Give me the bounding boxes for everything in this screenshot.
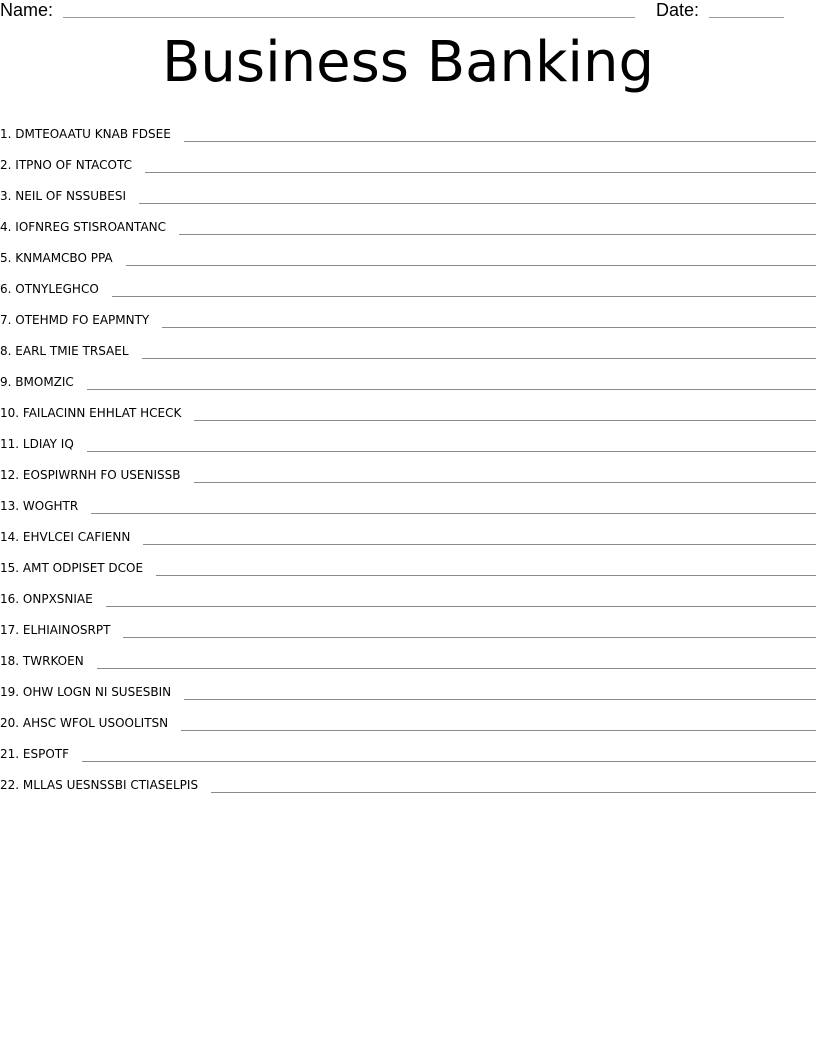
scrambled-word: MLLAS UESNSSBI CTIASELPIS [22,778,199,792]
puzzle-row [0,421,816,452]
scrambled-word: ELHIAINOSRPT [22,623,111,637]
answer-blank[interactable] [179,234,816,235]
answer-blank[interactable] [126,265,816,266]
scrambled-word: IOFNREG STISROANTANC [15,220,167,234]
row-number: 8. [0,344,12,358]
puzzle-row [0,142,816,173]
row-number: 7. [0,313,12,327]
row-number: 12. [0,468,20,482]
answer-blank[interactable] [162,327,816,328]
worksheet-header [0,0,816,24]
puzzle-row [0,669,816,700]
puzzle-row [0,452,816,483]
puzzle-row [0,700,816,731]
answer-blank[interactable] [142,358,816,359]
row-number: 9. [0,375,12,389]
answer-blank[interactable] [143,544,816,545]
scrambled-word: OTEHMD FO EAPMNTY [15,313,150,327]
scrambled-word: WOGHTR [22,499,79,513]
puzzle-row [0,173,816,204]
puzzle-row [0,266,816,297]
answer-blank[interactable] [211,792,816,793]
puzzle-row [0,607,816,638]
answer-blank[interactable] [97,668,816,669]
scrambled-word: EARL TMIE TRSAEL [15,344,129,358]
answer-blank[interactable] [181,730,816,731]
scrambled-word: KNMAMCBO PPA [15,251,113,265]
date-field[interactable] [709,17,784,18]
puzzle-row [0,359,816,390]
puzzle-row [0,731,816,762]
row-number: 14. [0,530,20,544]
row-number: 4. [0,220,12,234]
scrambled-word: DMTEOAATU KNAB FDSEE [15,127,171,141]
row-number: 6. [0,282,12,296]
row-number: 3. [0,189,12,203]
answer-blank[interactable] [123,637,816,638]
answer-blank[interactable] [184,141,816,142]
row-number: 22. [0,778,20,792]
puzzle-row [0,483,816,514]
row-number: 10. [0,406,20,420]
scrambled-word: BMOMZIC [15,375,74,389]
puzzle-row [0,545,816,576]
row-number: 21. [0,747,20,761]
scrambled-word: EHVLCEI CAFIENN [22,530,131,544]
scrambled-word: ITPNO OF NTACOTC [15,158,132,172]
row-number: 15. [0,561,20,575]
row-number: 13. [0,499,20,513]
answer-blank[interactable] [87,451,816,452]
row-number: 19. [0,685,20,699]
puzzle-row [0,390,816,421]
answer-blank[interactable] [194,482,816,483]
puzzle-row [0,235,816,266]
scrambled-word: ESPOTF [22,747,70,761]
puzzle-row [0,576,816,607]
puzzle-row [0,514,816,545]
row-number: 17. [0,623,20,637]
answer-blank[interactable] [82,761,816,762]
scrambled-word: LDIAY IQ [22,437,74,451]
scrambled-word: ONPXSNIAE [22,592,93,606]
row-number: 20. [0,716,20,730]
answer-blank[interactable] [145,172,816,173]
puzzle-row [0,762,816,793]
name-label: Name: [0,0,54,20]
row-number: 1. [0,127,12,141]
scrambled-word: EOSPIWRNH FO USENISSB [22,468,181,482]
answer-blank[interactable] [87,389,816,390]
scrambled-word: AMT ODPISET DCOE [22,561,144,575]
answer-blank[interactable] [139,203,816,204]
row-number: 5. [0,251,12,265]
puzzle-row [0,297,816,328]
row-number: 2. [0,158,12,172]
answer-blank[interactable] [156,575,816,576]
puzzle-row [0,111,816,142]
scrambled-word: OTNYLEGHCO [15,282,99,296]
date-label: Date: [656,0,700,20]
scrambled-word: AHSC WFOL USOOLITSN [22,716,169,730]
name-field[interactable] [63,17,635,18]
scrambled-word: OHW LOGN NI SUSESBIN [22,685,172,699]
puzzle-row [0,328,816,359]
scrambled-word: NEIL OF NSSUBESI [15,189,127,203]
answer-blank[interactable] [91,513,816,514]
puzzle-list [0,111,816,793]
puzzle-row [0,204,816,235]
answer-blank[interactable] [184,699,816,700]
row-number: 16. [0,592,20,606]
puzzle-row [0,638,816,669]
row-number: 18. [0,654,20,668]
scrambled-word: TWRKOEN [22,654,84,668]
answer-blank[interactable] [194,420,816,421]
answer-blank[interactable] [112,296,816,297]
row-number: 11. [0,437,20,451]
scrambled-word: FAILACINN EHHLAT HCECK [22,406,182,420]
answer-blank[interactable] [106,606,816,607]
page-title: Business Banking [162,30,654,95]
